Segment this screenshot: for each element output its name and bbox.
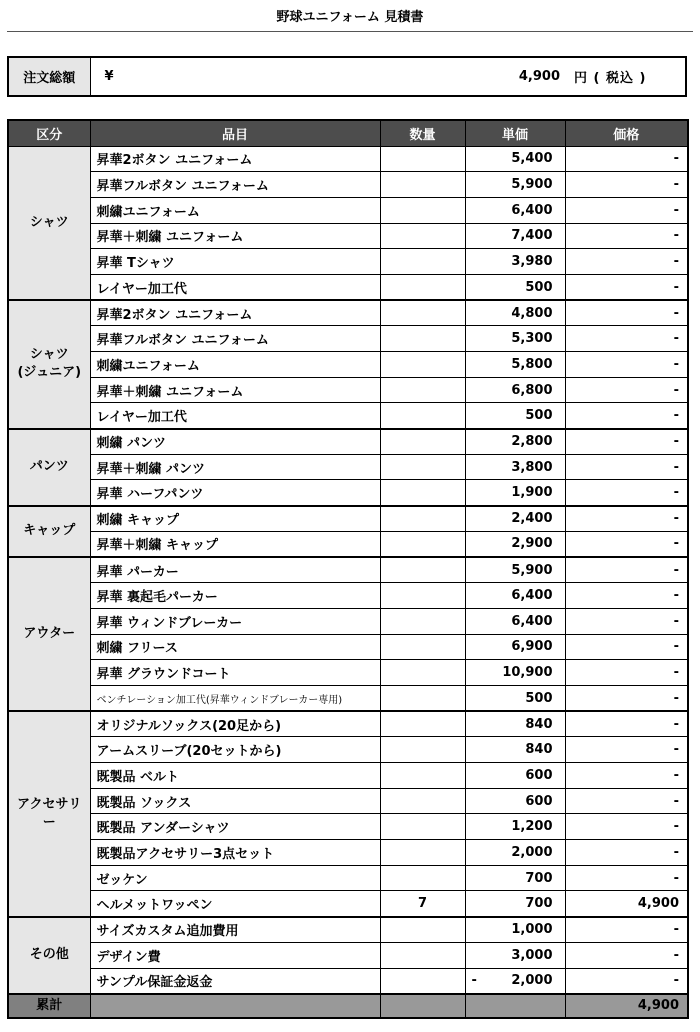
- table-row: [8, 711, 688, 737]
- header-category: 区分: [8, 120, 90, 146]
- table-row: [8, 660, 688, 686]
- category-cell: [8, 917, 90, 994]
- quantity-cell: [380, 917, 465, 943]
- item-name: 昇華フルボタン ユニフォーム: [90, 172, 380, 198]
- price-cell: -: [565, 583, 688, 609]
- quantity-cell: [380, 531, 465, 557]
- price-cell: -: [565, 608, 688, 634]
- unit-price-cell: 600: [465, 763, 565, 789]
- table-row: [8, 377, 688, 403]
- unit-price-cell: 3,800: [465, 454, 565, 480]
- item-name: 昇華 裏起毛パーカー: [90, 583, 380, 609]
- item-name: レイヤー加工代: [90, 274, 380, 300]
- price-cell: -: [565, 300, 688, 326]
- sum-blank-qty: [380, 994, 465, 1018]
- unit-price-cell: 500: [465, 403, 565, 429]
- unit-price-cell: 6,400: [465, 197, 565, 223]
- header-price: 価格: [565, 120, 688, 146]
- quantity-cell: [380, 146, 465, 172]
- quantity-cell: [380, 454, 465, 480]
- quantity-cell: [380, 223, 465, 249]
- table-row: [8, 968, 688, 994]
- item-name: 昇華＋刺繍 キャップ: [90, 531, 380, 557]
- unit-price-cell: 5,300: [465, 326, 565, 352]
- table-row: [8, 917, 688, 943]
- quantity-cell: [380, 274, 465, 300]
- table-row: [8, 172, 688, 198]
- price-cell: -: [565, 146, 688, 172]
- table-header-row: [8, 120, 688, 146]
- unit-price-cell: 10,900: [465, 660, 565, 686]
- unit-price-cell: [465, 968, 565, 994]
- item-name: 昇華 Tシャツ: [90, 249, 380, 275]
- quantity-cell: [380, 737, 465, 763]
- quantity-cell: [380, 660, 465, 686]
- estimate-table: [7, 119, 689, 1019]
- price-cell: -: [565, 480, 688, 506]
- header-quantity: 数量: [380, 120, 465, 146]
- table-row: [8, 146, 688, 172]
- order-total-box: [7, 56, 687, 97]
- item-name: 既製品 ベルト: [90, 763, 380, 789]
- quantity-cell: [380, 326, 465, 352]
- quantity-cell: [380, 352, 465, 378]
- price-cell: -: [565, 788, 688, 814]
- quantity-cell: [380, 788, 465, 814]
- unit-price-cell: 500: [465, 685, 565, 711]
- price-cell: -: [565, 249, 688, 275]
- price-cell: -: [565, 352, 688, 378]
- unit-price-cell: 5,800: [465, 352, 565, 378]
- table-row: [8, 249, 688, 275]
- sum-label: 累計: [8, 994, 90, 1018]
- price-cell: -: [565, 840, 688, 866]
- price-cell: -: [565, 634, 688, 660]
- quantity-cell: [380, 429, 465, 455]
- unit-price-cell: 3,980: [465, 249, 565, 275]
- price-cell: -: [565, 763, 688, 789]
- quantity-cell: [380, 763, 465, 789]
- price-cell: -: [565, 968, 688, 994]
- table-row: [8, 634, 688, 660]
- sum-blank-price: [465, 994, 565, 1018]
- quantity-cell: [380, 608, 465, 634]
- sum-blank-item: [90, 994, 380, 1018]
- unit-price-cell: 600: [465, 788, 565, 814]
- quantity-cell: [380, 249, 465, 275]
- category-label: アウター: [23, 626, 76, 642]
- page-title: 野球ユニフォーム 見積書: [276, 10, 424, 25]
- category-cell: [8, 429, 90, 506]
- item-name: 刺繍 パンツ: [90, 429, 380, 455]
- item-name: 昇華 パーカー: [90, 557, 380, 583]
- quantity-cell: [380, 403, 465, 429]
- category-label: (ジュニア): [17, 365, 82, 381]
- item-name: 既製品 アンダーシャツ: [90, 814, 380, 840]
- quantity-cell: [380, 480, 465, 506]
- table-row: [8, 454, 688, 480]
- item-name: サンプル保証金返金: [90, 968, 380, 994]
- quantity-cell: [380, 300, 465, 326]
- table-row: [8, 942, 688, 968]
- currency-symbol: ¥: [104, 69, 114, 84]
- table-row: [8, 737, 688, 763]
- table-row: [8, 197, 688, 223]
- price-cell: -: [565, 403, 688, 429]
- item-name: 昇華 グラウンドコート: [90, 660, 380, 686]
- unit-price-cell: 1,900: [465, 480, 565, 506]
- quantity-cell: [380, 968, 465, 994]
- unit-price-cell: 1,200: [465, 814, 565, 840]
- table-row: [8, 840, 688, 866]
- unit-price-cell: 2,900: [465, 531, 565, 557]
- quantity-cell: 7: [380, 891, 465, 917]
- item-name: ヘルメットワッペン: [90, 891, 380, 917]
- order-total-unit: 円 ( 税込 ): [574, 71, 647, 86]
- item-name: アームスリーブ(20セットから): [90, 737, 380, 763]
- table-row: [8, 480, 688, 506]
- price-cell: -: [565, 737, 688, 763]
- price-cell: -: [565, 223, 688, 249]
- price-cell: -: [565, 172, 688, 198]
- table-row: [8, 300, 688, 326]
- unit-price-cell: 6,800: [465, 377, 565, 403]
- category-label: パンツ: [29, 459, 69, 475]
- item-name: 刺繍 フリース: [90, 634, 380, 660]
- item-name: 昇華2ボタン ユニフォーム: [90, 146, 380, 172]
- quantity-cell: [380, 711, 465, 737]
- item-name: 昇華2ボタン ユニフォーム: [90, 300, 380, 326]
- category-label: その他: [29, 947, 69, 963]
- quantity-cell: [380, 814, 465, 840]
- unit-price-cell: 840: [465, 711, 565, 737]
- unit-price-cell: 6,900: [465, 634, 565, 660]
- table-row: [8, 814, 688, 840]
- item-name: サイズカスタム追加費用: [90, 917, 380, 943]
- table-row: [8, 352, 688, 378]
- quantity-cell: [380, 557, 465, 583]
- table-row: [8, 891, 688, 917]
- item-name: ベンチレーション加工代(昇華ウィンドブレーカー専用): [90, 685, 380, 711]
- unit-price-cell: 3,000: [465, 942, 565, 968]
- negative-sign: -: [471, 973, 477, 989]
- unit-price-cell: 4,800: [465, 300, 565, 326]
- unit-price-cell: 2,800: [465, 429, 565, 455]
- price-cell: -: [565, 685, 688, 711]
- price-cell: -: [565, 377, 688, 403]
- category-label: シャツ: [29, 214, 69, 230]
- category-label: アクセサリー: [16, 796, 82, 830]
- category-cell: [8, 711, 90, 917]
- item-name: 昇華フルボタン ユニフォーム: [90, 326, 380, 352]
- sum-total: 4,900: [565, 994, 688, 1018]
- category-label: キャップ: [23, 523, 76, 539]
- price-cell: -: [565, 557, 688, 583]
- table-row: [8, 223, 688, 249]
- price-cell: -: [565, 506, 688, 532]
- unit-price-cell: 500: [465, 274, 565, 300]
- quantity-cell: [380, 865, 465, 891]
- item-name: 刺繍ユニフォーム: [90, 197, 380, 223]
- price-cell: -: [565, 531, 688, 557]
- price-cell: -: [565, 814, 688, 840]
- estimate-body: [8, 146, 688, 994]
- unit-price-cell: 2,400: [465, 506, 565, 532]
- item-name: 刺繍 キャップ: [90, 506, 380, 532]
- table-row: [8, 557, 688, 583]
- price-cell: -: [565, 917, 688, 943]
- price-cell: -: [565, 326, 688, 352]
- sum-row: [8, 994, 688, 1018]
- price-cell: -: [565, 274, 688, 300]
- price-cell: 4,900: [565, 891, 688, 917]
- table-row: [8, 763, 688, 789]
- category-cell: [8, 146, 90, 300]
- table-row: [8, 583, 688, 609]
- item-name: オリジナルソックス(20足から): [90, 711, 380, 737]
- item-name: デザイン費: [90, 942, 380, 968]
- price-cell: -: [565, 429, 688, 455]
- item-name: 昇華 ウィンドブレーカー: [90, 608, 380, 634]
- quantity-cell: [380, 685, 465, 711]
- item-name: 昇華 ハーフパンツ: [90, 480, 380, 506]
- item-name: 既製品アクセサリー3点セット: [90, 840, 380, 866]
- table-row: [8, 608, 688, 634]
- item-name: 刺繍ユニフォーム: [90, 352, 380, 378]
- price-cell: -: [565, 942, 688, 968]
- table-row: [8, 865, 688, 891]
- table-row: [8, 429, 688, 455]
- price-cell: -: [565, 197, 688, 223]
- category-cell: [8, 300, 90, 428]
- quantity-cell: [380, 583, 465, 609]
- table-row: [8, 685, 688, 711]
- category-label: シャツ: [29, 347, 69, 363]
- unit-price-cell: 2,000: [465, 840, 565, 866]
- table-row: [8, 788, 688, 814]
- unit-price-cell: 6,400: [465, 583, 565, 609]
- unit-price-cell: 7,400: [465, 223, 565, 249]
- unit-price-cell: 840: [465, 737, 565, 763]
- price-cell: -: [565, 660, 688, 686]
- price-cell: -: [565, 865, 688, 891]
- price-cell: -: [565, 711, 688, 737]
- unit-price-cell: 5,900: [465, 557, 565, 583]
- title-divider: [7, 31, 693, 32]
- quantity-cell: [380, 197, 465, 223]
- unit-price-cell: 6,400: [465, 608, 565, 634]
- quantity-cell: [380, 377, 465, 403]
- quantity-cell: [380, 172, 465, 198]
- quantity-cell: [380, 634, 465, 660]
- header-item: 品目: [90, 120, 380, 146]
- table-row: [8, 531, 688, 557]
- unit-price-cell: 700: [465, 865, 565, 891]
- quantity-cell: [380, 840, 465, 866]
- table-row: [8, 403, 688, 429]
- item-name: 既製品 ソックス: [90, 788, 380, 814]
- table-row: [8, 274, 688, 300]
- category-cell: [8, 506, 90, 557]
- item-name: 昇華＋刺繍 パンツ: [90, 454, 380, 480]
- item-name: 昇華＋刺繍 ユニフォーム: [90, 377, 380, 403]
- unit-price-cell: 1,000: [465, 917, 565, 943]
- order-total-amount: 4,900: [518, 69, 560, 84]
- price-cell: -: [565, 454, 688, 480]
- unit-price-value: 2,000: [511, 973, 553, 989]
- quantity-cell: [380, 506, 465, 532]
- order-total-label: 注文総額: [8, 57, 90, 96]
- table-row: [8, 326, 688, 352]
- category-cell: [8, 557, 90, 711]
- quantity-cell: [380, 942, 465, 968]
- table-row: [8, 506, 688, 532]
- item-name: 昇華＋刺繍 ユニフォーム: [90, 223, 380, 249]
- header-unit-price: 単価: [465, 120, 565, 146]
- item-name: ゼッケン: [90, 865, 380, 891]
- item-name: レイヤー加工代: [90, 403, 380, 429]
- unit-price-cell: 5,900: [465, 172, 565, 198]
- unit-price-cell: 700: [465, 891, 565, 917]
- unit-price-cell: 5,400: [465, 146, 565, 172]
